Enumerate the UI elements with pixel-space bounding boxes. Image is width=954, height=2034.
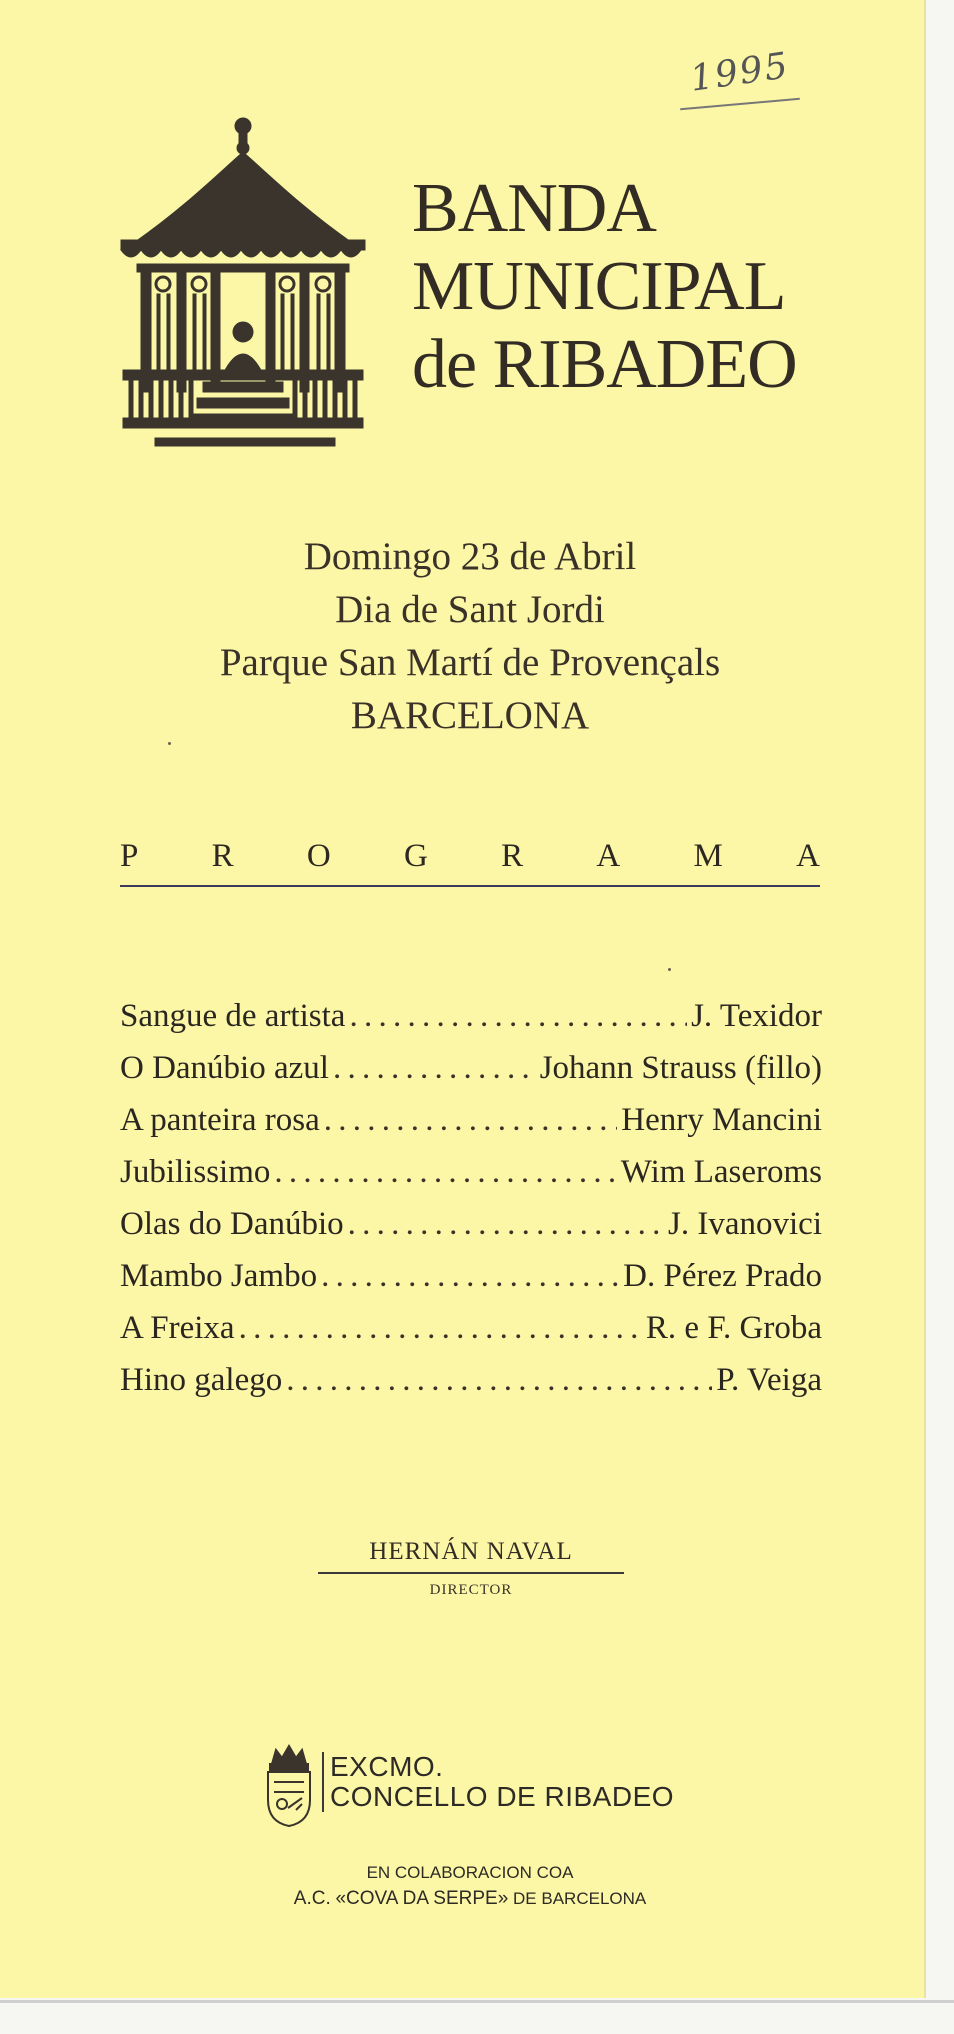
programa-letter: R: [501, 838, 524, 874]
title-line-1: BANDA: [412, 170, 656, 247]
event-details: [0, 530, 940, 742]
concello-line-1: EXCMO.: [330, 1751, 444, 1782]
collaboration-note: [0, 1860, 940, 1912]
composer-name: D. Pérez Prado: [623, 1258, 822, 1294]
program-item: [120, 1302, 822, 1354]
collab-line-2: [0, 1886, 940, 1912]
scan-edge: [0, 2000, 954, 2003]
composer-name: Wim Laseroms: [620, 1154, 822, 1190]
piece-title: O Danúbio azul: [120, 1050, 329, 1086]
piece-title: Mambo Jambo: [120, 1258, 318, 1294]
collab-prefix: A.C.: [293, 1888, 331, 1909]
program-item: [120, 1354, 822, 1406]
collab-line-1: EN COLABORACION COA: [366, 1863, 574, 1882]
event-date: Domingo 23 de Abril: [303, 535, 637, 578]
dot-leader: [348, 1198, 664, 1250]
program-item: [120, 1250, 822, 1302]
director-block: [318, 1538, 624, 1599]
dot-leader: [321, 1250, 619, 1302]
concello-line-2: CONCELLO DE RIBADEO: [330, 1781, 675, 1812]
composer-name: R. e F. Groba: [645, 1310, 822, 1346]
paper-speck: [668, 968, 671, 971]
event-occasion: Dia de Sant Jordi: [335, 588, 605, 631]
dot-leader: [324, 1094, 618, 1146]
band-title: [412, 170, 797, 404]
title-line-2: MUNICIPAL: [412, 248, 786, 325]
event-city: BARCELONA: [350, 694, 590, 737]
program-item: [120, 1146, 822, 1198]
programa-letter: O: [306, 838, 331, 874]
bandstand-kiosk-icon: [115, 112, 385, 452]
collab-suffix: DE BARCELONA: [513, 1889, 647, 1908]
programa-letter: P: [120, 838, 139, 874]
dot-leader: [349, 990, 687, 1042]
programa-divider: [120, 885, 820, 887]
composer-name: Henry Mancini: [621, 1102, 822, 1138]
composer-name: P. Veiga: [716, 1362, 822, 1398]
collab-association-name: «COVA DA SERPE»: [335, 1888, 509, 1909]
programa-letter: R: [211, 838, 234, 874]
director-role: DIRECTOR: [429, 1582, 513, 1598]
dot-leader: [239, 1302, 642, 1354]
piece-title: Olas do Danúbio: [120, 1206, 344, 1242]
programa-letter: A: [596, 838, 621, 874]
piece-title: Sangue de artista: [120, 998, 346, 1034]
dot-leader: [333, 1042, 536, 1094]
coat-of-arms-icon: [264, 1742, 314, 1828]
handwritten-year: 1995: [687, 45, 792, 100]
composer-name: Johann Strauss (fillo): [539, 1050, 822, 1086]
programa-letter: G: [404, 838, 428, 874]
piece-title: Jubilissimo: [120, 1154, 271, 1190]
handwritten-underline: [680, 98, 800, 110]
concello-name: [322, 1752, 674, 1812]
piece-title: A panteira rosa: [120, 1102, 320, 1138]
program-item: [120, 990, 822, 1042]
dot-leader: [274, 1146, 616, 1198]
director-name: HERNÁN NAVAL: [369, 1538, 573, 1565]
programa-letter: A: [796, 838, 820, 874]
program-item: [120, 1198, 822, 1250]
title-line-3: de RIBADEO: [412, 326, 797, 403]
paper-speck: [168, 742, 171, 745]
programa-heading: [120, 838, 820, 875]
event-venue: Parque San Martí de Provençals: [219, 641, 721, 684]
programa-letter: M: [693, 838, 723, 874]
piece-title: Hino galego: [120, 1362, 283, 1398]
program-item: [120, 1094, 822, 1146]
director-divider: [318, 1572, 624, 1574]
composer-name: J. Texidor: [691, 998, 822, 1034]
composer-name: J. Ivanovici: [668, 1206, 822, 1242]
program-item: [120, 1042, 822, 1094]
piece-title: A Freixa: [120, 1310, 235, 1346]
program-list: [120, 990, 822, 1406]
dot-leader: [286, 1354, 712, 1406]
